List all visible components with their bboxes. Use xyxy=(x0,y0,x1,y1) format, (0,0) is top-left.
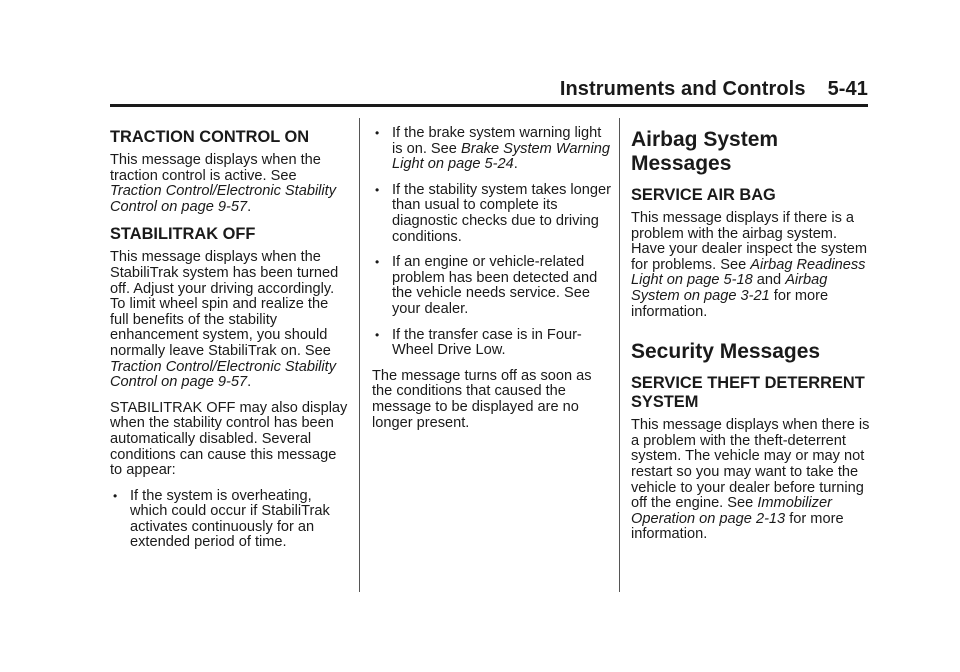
bullet-icon: • xyxy=(375,327,380,342)
list-item xyxy=(372,126,612,173)
conditions-list-cont xyxy=(372,126,612,359)
text: . xyxy=(513,156,518,173)
bullet-icon: • xyxy=(375,255,380,270)
xref-airbag-system[interactable]: Airbag System on page 3-21 xyxy=(631,272,828,304)
section-title: Instruments and Controls xyxy=(559,78,806,100)
heading-security-messages: Security Messages xyxy=(631,340,821,364)
conditions-list xyxy=(110,489,350,551)
xref-airbag-readiness-light[interactable]: Airbag Readiness Light on page 5-18 xyxy=(631,256,866,289)
paragraph-stabilitrak-2: STABILITRAK OFF may also display when the stability control has been automatically disabled. Several conditions can cause this message to appear: xyxy=(110,399,348,479)
column-3 xyxy=(631,118,871,553)
xref-traction-control-2[interactable]: Traction Control/Electronic Stability Control on page 9-57 xyxy=(110,358,337,391)
text: If an engine or vehicle-related problem has been detected and the vehicle needs service. See your dealer. xyxy=(392,254,598,317)
list-item xyxy=(372,255,612,317)
column-divider-1 xyxy=(359,118,360,592)
text: If the system is overheating, which could occur if StabiliTrak activates continuously for an extended period of time. xyxy=(130,487,330,551)
xref-immobilizer-operation[interactable]: Immobilizer Operation on page 2-13 xyxy=(631,495,832,527)
list-item xyxy=(372,328,612,359)
paragraph-message-turns-off: The message turns off as soon as the conditions that caused the message to be displayed are no longer present. xyxy=(372,367,592,431)
heading-service-theft-deterrent: SERVICE THEFT DETERRENT SYSTEM xyxy=(631,374,865,412)
column-divider-2 xyxy=(619,118,620,592)
heading-stabilitrak-off: STABILITRAK OFF xyxy=(110,225,256,244)
column-2 xyxy=(372,118,612,441)
text: This message displays if there is a problem with the airbag system. Have your dealer inspect the system for problems. See xyxy=(631,210,868,273)
text: If the brake system warning light is on. See xyxy=(392,125,602,157)
list-item xyxy=(372,183,612,245)
column-1 xyxy=(110,118,350,561)
text: and xyxy=(752,272,786,289)
heading-airbag-system-messages: Airbag System Messages xyxy=(631,128,779,175)
text: This message displays when there is a problem with the theft-deterrent system. The vehicle may or may not restart so you may want to take the vehicle to your dealer before turning off the engine. See xyxy=(631,417,870,512)
heading-service-air-bag: SERVICE AIR BAG xyxy=(631,186,776,204)
text: This message displays when the traction control is active. See xyxy=(110,152,321,184)
text: . xyxy=(247,374,252,391)
text: If the transfer case is in Four-Wheel Drive Low. xyxy=(392,326,582,359)
text: for more information. xyxy=(631,510,844,543)
header-rule xyxy=(110,104,868,107)
page-header xyxy=(110,78,868,101)
bullet-icon: • xyxy=(375,182,380,197)
xref-traction-control[interactable]: Traction Control/Electronic Stability Control on page 9-57 xyxy=(110,183,337,215)
paragraph-theft xyxy=(631,418,871,543)
bullet-icon: • xyxy=(113,488,118,503)
text: . xyxy=(247,198,252,215)
xref-brake-system-warning-light[interactable]: Brake System Warning Light on page 5-24 xyxy=(392,140,610,173)
bullet-icon: • xyxy=(375,126,380,140)
paragraph-airbag xyxy=(631,211,871,320)
text: If the stability system takes longer than usual to complete its diagnostic checks due to driving conditions. xyxy=(392,181,611,245)
paragraph-traction xyxy=(110,153,350,215)
list-item xyxy=(110,489,350,551)
paragraph-stabilitrak-1 xyxy=(110,250,350,390)
heading-traction-control-on: TRACTION CONTROL ON xyxy=(110,128,310,146)
text: for more information. xyxy=(631,287,829,320)
page-number: 5-41 xyxy=(827,78,868,100)
text: This message displays when the StabiliTrak system has been turned off. Adjust your driving accordingly. To limit wheel spin and realize the full benefits of the stability enhancement system, you should normally leave StabiliTrak on. See xyxy=(110,249,339,359)
